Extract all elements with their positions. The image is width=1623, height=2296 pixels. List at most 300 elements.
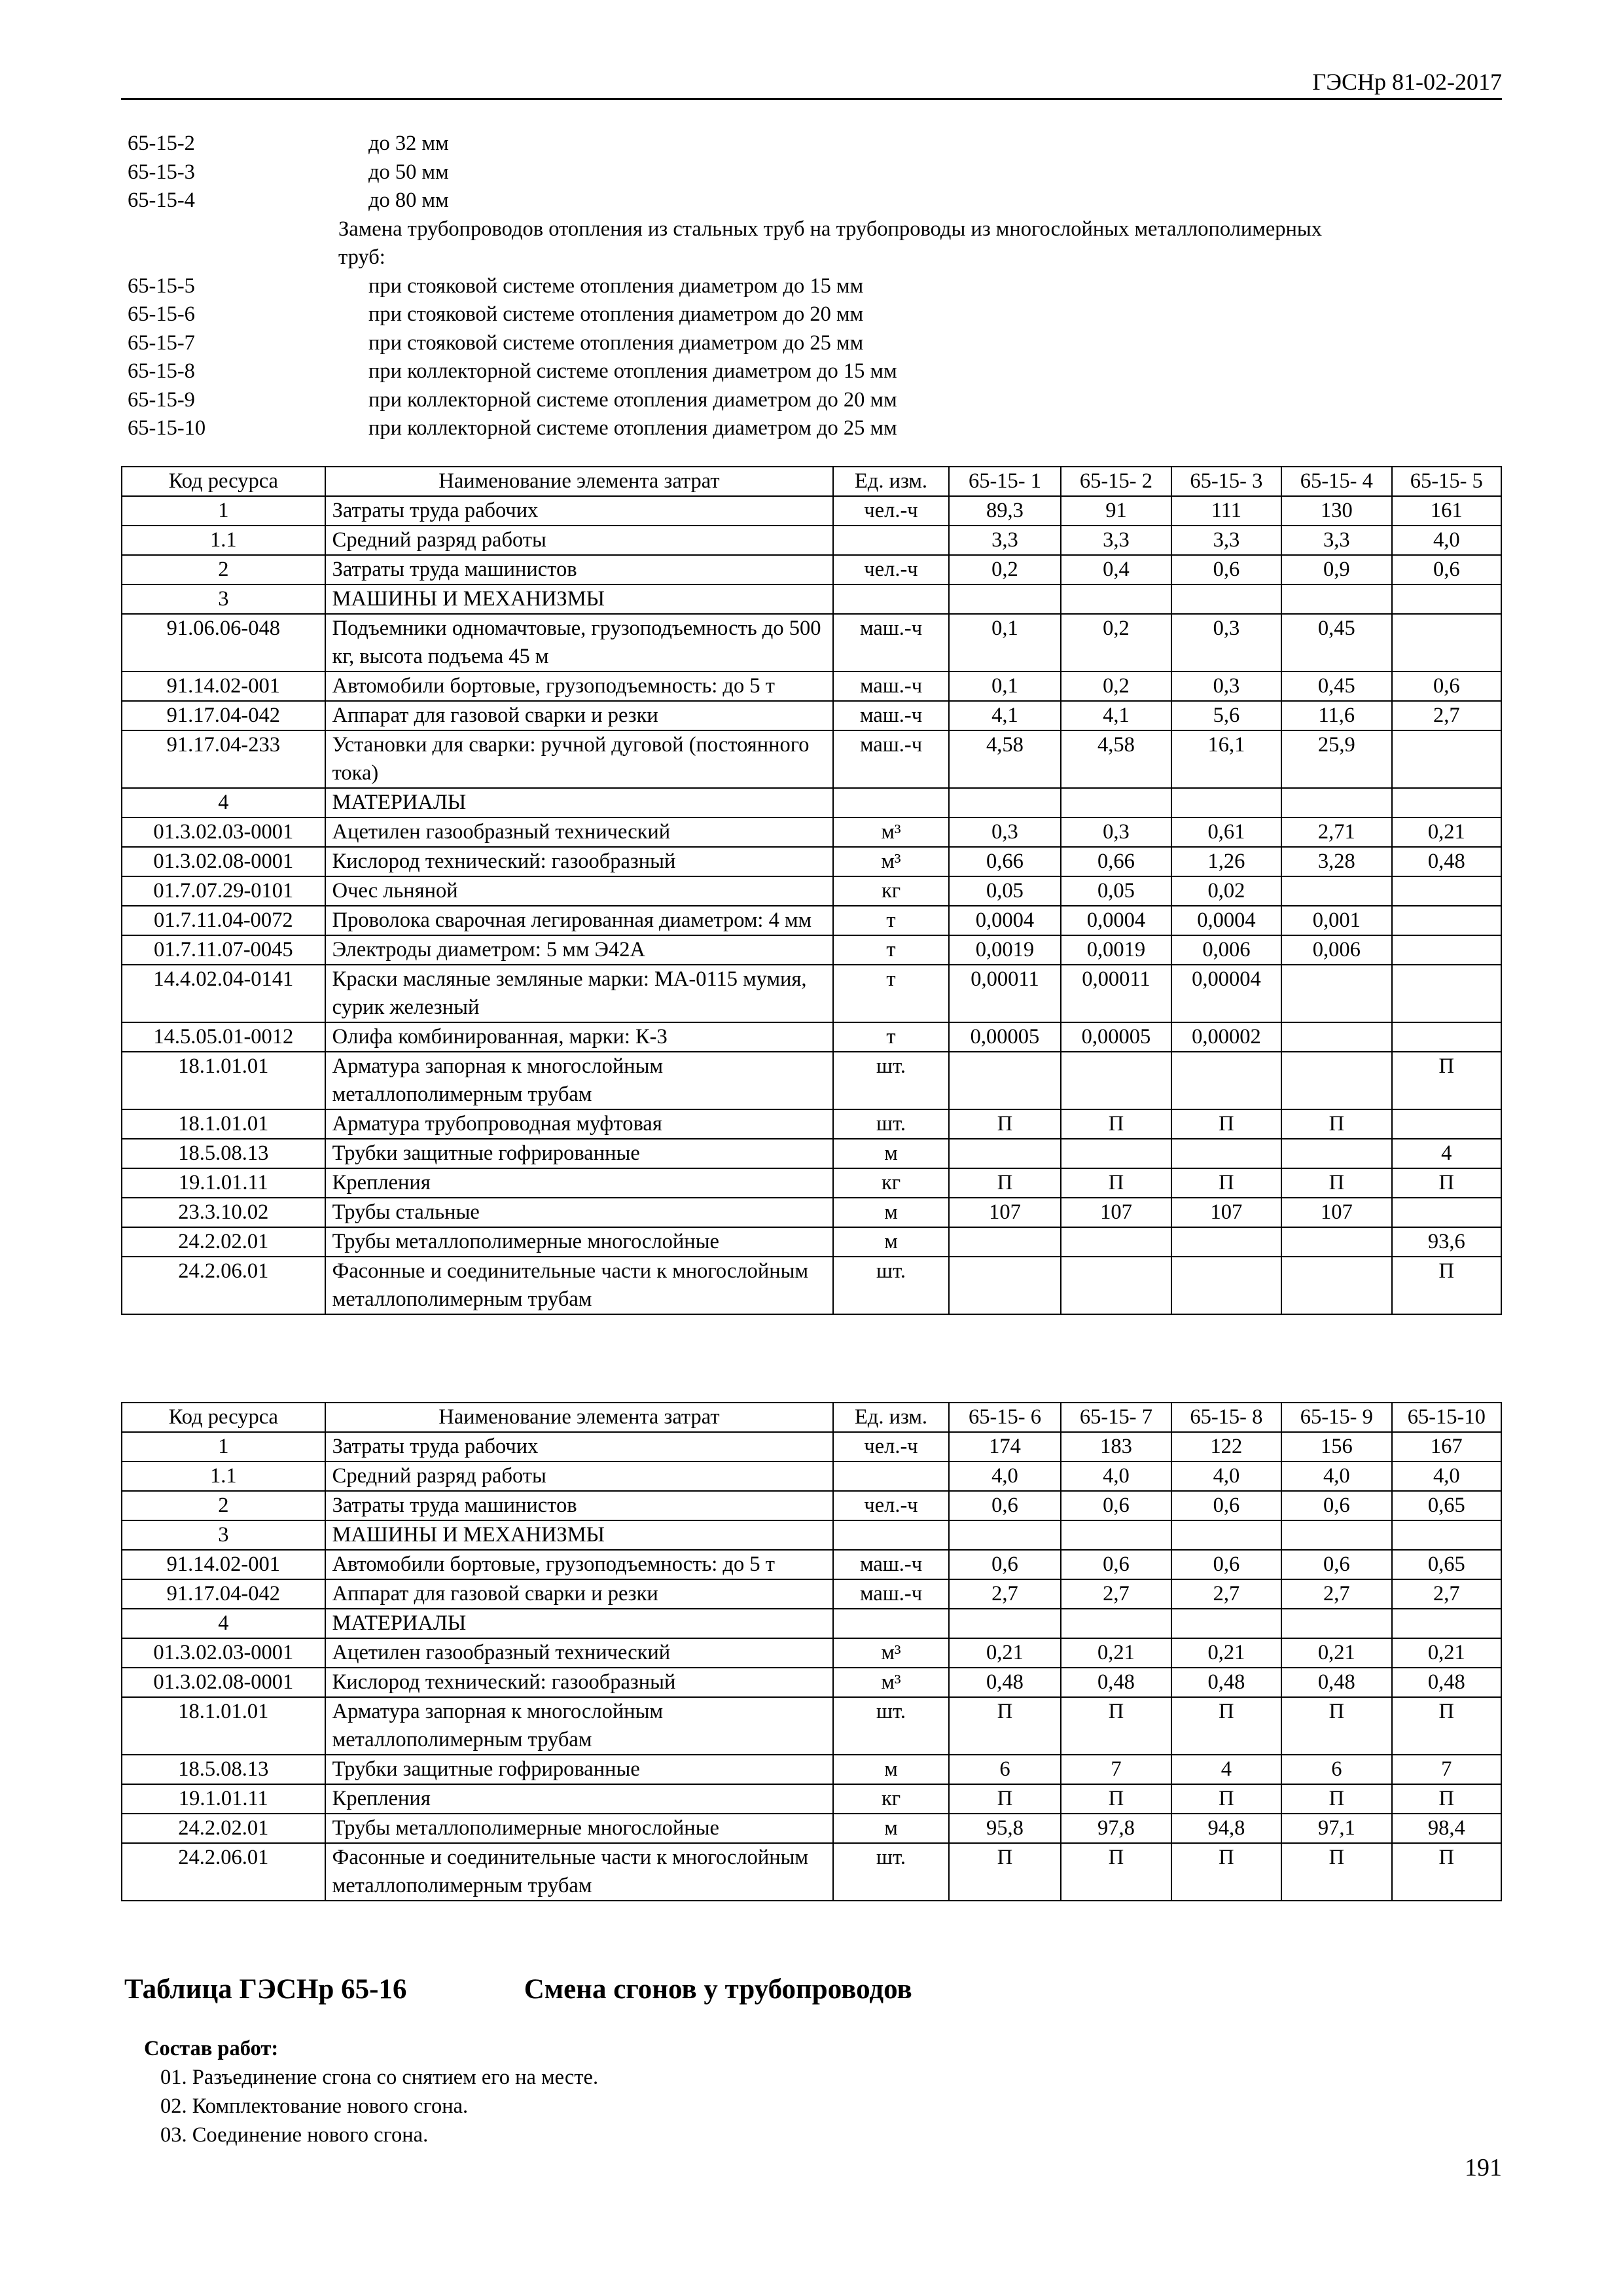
norm-value xyxy=(949,1609,1061,1638)
unit: шт. xyxy=(833,1697,949,1755)
norm-value: 95,8 xyxy=(949,1814,1061,1843)
resource-code: 14.4.02.04-0141 xyxy=(122,965,325,1022)
norm-value: П xyxy=(949,1843,1061,1901)
norm-value: П xyxy=(949,1697,1061,1755)
table-row xyxy=(122,1432,1501,1462)
table-row xyxy=(122,1668,1501,1697)
table-row xyxy=(122,701,1501,730)
norm-value: 0,2 xyxy=(949,555,1061,584)
resource-code: 19.1.01.11 xyxy=(122,1168,325,1198)
resource-table-1 xyxy=(121,466,1502,1315)
norm-value: 5,6 xyxy=(1171,701,1281,730)
norm-value: 3,3 xyxy=(1171,526,1281,555)
norm-value xyxy=(1171,1139,1281,1168)
norm-value: П xyxy=(1171,1109,1281,1139)
table-row xyxy=(122,1638,1501,1668)
norm-value: П xyxy=(1061,1109,1171,1139)
norm-value: 2,7 xyxy=(1392,701,1501,730)
column-header: 65-15-10 xyxy=(1392,1403,1501,1432)
norm-value: 0,00002 xyxy=(1171,1022,1281,1052)
norm-value: 3,3 xyxy=(1061,526,1171,555)
table-row xyxy=(122,1022,1501,1052)
norm-value xyxy=(1392,584,1501,614)
unit: т xyxy=(833,935,949,965)
norm-value: 4,0 xyxy=(949,1462,1061,1491)
norm-value: 0,48 xyxy=(1171,1668,1281,1697)
norm-value xyxy=(1061,788,1171,817)
column-header: 65-15- 1 xyxy=(949,467,1061,496)
norm-list-item xyxy=(128,130,1502,158)
norm-value xyxy=(1061,1257,1171,1314)
resource-name: Кислород технический: газообразный xyxy=(325,1668,834,1697)
norm-value xyxy=(1281,1052,1391,1109)
norm-value: 156 xyxy=(1281,1432,1391,1462)
norm-value: 94,8 xyxy=(1171,1814,1281,1843)
norm-list-item xyxy=(128,187,1502,215)
resource-code: 14.5.05.01-0012 xyxy=(122,1022,325,1052)
table-title: Смена сгонов у трубопроводов xyxy=(524,1974,912,2005)
norm-value: 0,66 xyxy=(949,847,1061,876)
resource-code: 91.06.06-048 xyxy=(122,614,325,672)
table-row xyxy=(122,614,1501,672)
norm-value xyxy=(949,1052,1061,1109)
norm-code: 65-15-10 xyxy=(128,416,206,440)
resource-code: 01.3.02.08-0001 xyxy=(122,847,325,876)
norm-value: 0,00004 xyxy=(1171,965,1281,1022)
norm-value: 2,7 xyxy=(1061,1579,1171,1609)
section-row xyxy=(122,1609,1501,1638)
table-row xyxy=(122,1052,1501,1109)
resource-name: Аппарат для газовой сварки и резки xyxy=(325,1579,834,1609)
norm-value: 0,001 xyxy=(1281,906,1391,935)
unit: маш.-ч xyxy=(833,672,949,701)
table-row xyxy=(122,1168,1501,1198)
unit: шт. xyxy=(833,1843,949,1901)
norm-value: 4,0 xyxy=(1281,1462,1391,1491)
norm-value: 4,0 xyxy=(1392,1462,1501,1491)
norm-value: 4,0 xyxy=(1171,1462,1281,1491)
resource-name: Фасонные и соединительные части к многослойным металлополимерным трубам xyxy=(325,1257,834,1314)
norm-value: 0,0004 xyxy=(1061,906,1171,935)
norm-value xyxy=(1281,1139,1391,1168)
table-row xyxy=(122,1755,1501,1784)
norm-value: 107 xyxy=(949,1198,1061,1227)
table-row xyxy=(122,1550,1501,1579)
unit: т xyxy=(833,906,949,935)
norm-description: до 80 мм xyxy=(368,188,449,212)
resource-name: Затраты труда рабочих xyxy=(325,496,834,526)
column-header: 65-15- 3 xyxy=(1171,467,1281,496)
norm-value: 6 xyxy=(949,1755,1061,1784)
norm-value: 3,28 xyxy=(1281,847,1391,876)
norm-list-item xyxy=(128,300,1502,329)
norm-value: П xyxy=(1392,1843,1501,1901)
table-row xyxy=(122,935,1501,965)
resource-code: 1 xyxy=(122,1432,325,1462)
norm-value xyxy=(949,1139,1061,1168)
resource-code: 01.3.02.03-0001 xyxy=(122,1638,325,1668)
norm-value: 0,3 xyxy=(1061,817,1171,847)
norm-value: П xyxy=(1171,1168,1281,1198)
norm-value xyxy=(949,788,1061,817)
resource-code: 91.14.02-001 xyxy=(122,1550,325,1579)
column-header: 65-15- 6 xyxy=(949,1403,1061,1432)
norm-value: 0,3 xyxy=(1171,614,1281,672)
norm-description: при стояковой системе отопления диаметром до 25 мм xyxy=(368,331,864,355)
resource-name: Трубы металлополимерные многослойные xyxy=(325,1227,834,1257)
table-row xyxy=(122,496,1501,526)
norm-value: 89,3 xyxy=(949,496,1061,526)
resource-code: 91.14.02-001 xyxy=(122,672,325,701)
resource-code: 01.7.11.07-0045 xyxy=(122,935,325,965)
resource-name: Трубы стальные xyxy=(325,1198,834,1227)
resource-table-2 xyxy=(121,1402,1502,1901)
column-header: 65-15- 9 xyxy=(1281,1403,1391,1432)
norm-value: 0,6 xyxy=(1171,555,1281,584)
norm-value: 0,006 xyxy=(1171,935,1281,965)
unit xyxy=(833,788,949,817)
norm-value xyxy=(1061,1520,1171,1550)
unit: чел.-ч xyxy=(833,496,949,526)
table-row xyxy=(122,555,1501,584)
norm-value: 0,48 xyxy=(1392,1668,1501,1697)
norm-value: 0,66 xyxy=(1061,847,1171,876)
unit: м xyxy=(833,1814,949,1843)
norm-value: 0,65 xyxy=(1392,1550,1501,1579)
resource-name: Электроды диаметром: 5 мм Э42А xyxy=(325,935,834,965)
norm-list-item xyxy=(128,329,1502,358)
resource-name: Трубы металлополимерные многослойные xyxy=(325,1814,834,1843)
norm-value: 0,0004 xyxy=(1171,906,1281,935)
norm-value xyxy=(1392,876,1501,906)
norm-value: 0,6 xyxy=(1061,1550,1171,1579)
norm-value: 0,21 xyxy=(1392,1638,1501,1668)
norm-value xyxy=(1281,584,1391,614)
norm-value xyxy=(1061,584,1171,614)
norm-value xyxy=(1392,1022,1501,1052)
norm-value: 0,2 xyxy=(1061,614,1171,672)
unit: маш.-ч xyxy=(833,614,949,672)
norm-value xyxy=(1392,906,1501,935)
unit: шт. xyxy=(833,1257,949,1314)
resource-code: 3 xyxy=(122,1520,325,1550)
norm-value: П xyxy=(1061,1168,1171,1198)
resource-code: 18.1.01.01 xyxy=(122,1109,325,1139)
unit xyxy=(833,1520,949,1550)
unit: шт. xyxy=(833,1052,949,1109)
group-title: Замена трубопроводов отопления из стальных труб на трубопроводы из многослойных металлополимерных труб: xyxy=(338,217,1322,269)
resource-code: 01.3.02.03-0001 xyxy=(122,817,325,847)
unit: чел.-ч xyxy=(833,555,949,584)
resource-name: Затраты труда машинистов xyxy=(325,1491,834,1520)
norm-value: 4,58 xyxy=(949,730,1061,788)
resource-name: Фасонные и соединительные части к многослойным металлополимерным трубам xyxy=(325,1843,834,1901)
norm-description: при коллекторной системе отопления диаметром до 25 мм xyxy=(368,416,897,440)
norm-list-item xyxy=(128,272,1502,301)
table-row xyxy=(122,1257,1501,1314)
norm-value xyxy=(1281,1257,1391,1314)
table-row xyxy=(122,1814,1501,1843)
norm-value xyxy=(1281,1227,1391,1257)
norm-value: 7 xyxy=(1392,1755,1501,1784)
norm-value xyxy=(1392,1609,1501,1638)
norm-value: П xyxy=(1392,1168,1501,1198)
norm-code: 65-15-8 xyxy=(128,359,195,383)
norm-value: 0,21 xyxy=(949,1638,1061,1668)
unit: маш.-ч xyxy=(833,1579,949,1609)
page-number: 191 xyxy=(1465,2154,1502,2181)
norm-value: 4,0 xyxy=(1392,526,1501,555)
unit: шт. xyxy=(833,1109,949,1139)
norm-value: 0,0004 xyxy=(949,906,1061,935)
norm-value: 4 xyxy=(1392,1139,1501,1168)
norm-value: 16,1 xyxy=(1171,730,1281,788)
norm-value: 98,4 xyxy=(1392,1814,1501,1843)
resource-code: 24.2.06.01 xyxy=(122,1843,325,1901)
norm-value: 0,21 xyxy=(1061,1638,1171,1668)
norm-description: до 32 мм xyxy=(368,132,449,155)
unit: м xyxy=(833,1198,949,1227)
resource-code: 23.3.10.02 xyxy=(122,1198,325,1227)
norm-value: 1,26 xyxy=(1171,847,1281,876)
norm-value: П xyxy=(1061,1843,1171,1901)
resource-name: МАТЕРИАЛЫ xyxy=(325,1609,834,1638)
unit: маш.-ч xyxy=(833,730,949,788)
norm-value: 107 xyxy=(1061,1198,1171,1227)
norm-value xyxy=(1171,1227,1281,1257)
norm-value: 167 xyxy=(1392,1432,1501,1462)
norm-list-item xyxy=(128,158,1502,187)
norm-value: 0,6 xyxy=(1171,1550,1281,1579)
table-row xyxy=(122,817,1501,847)
norm-value: П xyxy=(1281,1843,1391,1901)
norm-value: 0,6 xyxy=(1061,1491,1171,1520)
norm-value: 0,05 xyxy=(949,876,1061,906)
norm-value: 7 xyxy=(1061,1755,1171,1784)
norm-value: 2,7 xyxy=(1171,1579,1281,1609)
table-heading xyxy=(124,1973,912,2005)
resource-code: 3 xyxy=(122,584,325,614)
norm-code: 65-15-6 xyxy=(128,302,195,326)
norm-code: 65-15-9 xyxy=(128,387,195,412)
resource-name: Олифа комбинированная, марки: К-3 xyxy=(325,1022,834,1052)
column-header: 65-15- 7 xyxy=(1061,1403,1171,1432)
norm-value xyxy=(1281,1022,1391,1052)
norm-value: 0,02 xyxy=(1171,876,1281,906)
norm-value: 0,6 xyxy=(1281,1491,1391,1520)
resource-name: Арматура трубопроводная муфтовая xyxy=(325,1109,834,1139)
resource-name: Крепления xyxy=(325,1168,834,1198)
table-row xyxy=(122,1843,1501,1901)
unit: кг xyxy=(833,876,949,906)
resource-code: 4 xyxy=(122,788,325,817)
norm-value: 0,48 xyxy=(949,1668,1061,1697)
norm-value xyxy=(1171,1520,1281,1550)
resource-name: МАШИНЫ И МЕХАНИЗМЫ xyxy=(325,1520,834,1550)
norm-code: 65-15-3 xyxy=(128,160,195,184)
unit: м³ xyxy=(833,817,949,847)
resource-code: 2 xyxy=(122,555,325,584)
norm-value xyxy=(949,1520,1061,1550)
norm-value xyxy=(1281,1520,1391,1550)
column-header: Код ресурса xyxy=(122,467,325,496)
norm-value: 2,7 xyxy=(1281,1579,1391,1609)
norm-code: 65-15-7 xyxy=(128,331,195,355)
resource-code: 2 xyxy=(122,1491,325,1520)
norm-value xyxy=(1171,584,1281,614)
norm-code: 65-15-4 xyxy=(128,188,195,212)
resource-code: 18.5.08.13 xyxy=(122,1755,325,1784)
norm-value: 0,4 xyxy=(1061,555,1171,584)
norm-value: 122 xyxy=(1171,1432,1281,1462)
resource-code: 18.1.01.01 xyxy=(122,1052,325,1109)
norm-value: П xyxy=(1281,1784,1391,1814)
unit: м xyxy=(833,1139,949,1168)
section-row xyxy=(122,788,1501,817)
norm-value xyxy=(1392,614,1501,672)
norm-value: 11,6 xyxy=(1281,701,1391,730)
table-row xyxy=(122,1139,1501,1168)
resource-name: МАШИНЫ И МЕХАНИЗМЫ xyxy=(325,584,834,614)
norm-value: П xyxy=(949,1784,1061,1814)
resource-code: 4 xyxy=(122,1609,325,1638)
unit: кг xyxy=(833,1168,949,1198)
resource-code: 24.2.06.01 xyxy=(122,1257,325,1314)
norm-value: П xyxy=(1171,1697,1281,1755)
unit: кг xyxy=(833,1784,949,1814)
norm-value: 0,6 xyxy=(1281,1550,1391,1579)
norm-description: при стояковой системе отопления диаметром до 20 мм xyxy=(368,302,864,326)
norm-description: при коллекторной системе отопления диаметром до 20 мм xyxy=(368,387,897,412)
norm-value: 0,48 xyxy=(1061,1668,1171,1697)
resource-name: Подъемники одномачтовые, грузоподъемность до 500 кг, высота подъема 45 м xyxy=(325,614,834,672)
unit: маш.-ч xyxy=(833,701,949,730)
resource-name: Трубки защитные гофрированные xyxy=(325,1139,834,1168)
section-row xyxy=(122,1520,1501,1550)
norm-value: 4,0 xyxy=(1061,1462,1171,1491)
norm-value xyxy=(1392,1109,1501,1139)
norm-value: 2,7 xyxy=(949,1579,1061,1609)
works-heading: Состав работ: xyxy=(144,2037,279,2060)
resource-name: Аппарат для газовой сварки и резки xyxy=(325,701,834,730)
norm-value: 0,21 xyxy=(1281,1638,1391,1668)
norm-value xyxy=(1061,1609,1171,1638)
norm-value: 0,3 xyxy=(949,817,1061,847)
table-row xyxy=(122,526,1501,555)
resource-code: 24.2.02.01 xyxy=(122,1227,325,1257)
table-row xyxy=(122,847,1501,876)
norm-value: 161 xyxy=(1392,496,1501,526)
norm-value: П xyxy=(1281,1168,1391,1198)
norm-list-item xyxy=(128,357,1502,386)
unit xyxy=(833,1462,949,1491)
resource-name: Затраты труда машинистов xyxy=(325,555,834,584)
column-header: 65-15- 2 xyxy=(1061,467,1171,496)
norm-value: 91 xyxy=(1061,496,1171,526)
table-row xyxy=(122,1697,1501,1755)
resource-name: Ацетилен газообразный технический xyxy=(325,1638,834,1668)
norm-description: до 50 мм xyxy=(368,160,449,184)
norm-value: 0,6 xyxy=(1392,555,1501,584)
norm-value xyxy=(1281,1609,1391,1638)
norm-list xyxy=(128,130,1502,443)
column-header: 65-15- 5 xyxy=(1392,467,1501,496)
norm-value: 0,6 xyxy=(949,1550,1061,1579)
norm-value xyxy=(1392,935,1501,965)
norm-value xyxy=(1171,1052,1281,1109)
norm-code: 65-15-2 xyxy=(128,132,195,155)
norm-value: 97,1 xyxy=(1281,1814,1391,1843)
norm-value xyxy=(1171,788,1281,817)
norm-value: 6 xyxy=(1281,1755,1391,1784)
resource-code: 01.7.11.04-0072 xyxy=(122,906,325,935)
norm-value: 4,58 xyxy=(1061,730,1171,788)
resource-code: 91.17.04-233 xyxy=(122,730,325,788)
norm-value: П xyxy=(1061,1697,1171,1755)
resource-name: Очес льняной xyxy=(325,876,834,906)
unit xyxy=(833,526,949,555)
norm-value: П xyxy=(1061,1784,1171,1814)
norm-value: 0,1 xyxy=(949,672,1061,701)
norm-value: 0,2 xyxy=(1061,672,1171,701)
unit xyxy=(833,584,949,614)
doc-code: ГЭСНр 81-02-2017 xyxy=(1312,69,1502,95)
resource-code: 91.17.04-042 xyxy=(122,1579,325,1609)
norm-value: 0,00005 xyxy=(1061,1022,1171,1052)
work-item: 01. Разъединение сгона со снятием его на месте. xyxy=(160,2066,599,2089)
norm-value: 0,6 xyxy=(1392,672,1501,701)
norm-value: 3,3 xyxy=(949,526,1061,555)
norm-value: П xyxy=(1392,1257,1501,1314)
norm-value: 0,0019 xyxy=(1061,935,1171,965)
work-item: 02. Комплектование нового сгона. xyxy=(160,2094,469,2118)
norm-code: 65-15-5 xyxy=(128,274,195,298)
resource-name: Арматура запорная к многослойным металлополимерным трубам xyxy=(325,1697,834,1755)
table-row xyxy=(122,1784,1501,1814)
resource-name: Установки для сварки: ручной дуговой (постоянного тока) xyxy=(325,730,834,788)
norm-value: 0,0019 xyxy=(949,935,1061,965)
norm-value: 0,45 xyxy=(1281,672,1391,701)
norm-value: 0,21 xyxy=(1392,817,1501,847)
table-row xyxy=(122,672,1501,701)
table-row xyxy=(122,1462,1501,1491)
norm-value xyxy=(1392,788,1501,817)
norm-value xyxy=(1392,1198,1501,1227)
norm-value: 4,1 xyxy=(949,701,1061,730)
resource-name: Проволока сварочная легированная диаметром: 4 мм xyxy=(325,906,834,935)
resource-name: Средний разряд работы xyxy=(325,526,834,555)
column-header: Наименование элемента затрат xyxy=(325,467,834,496)
norm-value: 0,61 xyxy=(1171,817,1281,847)
resource-name: Ацетилен газообразный технический xyxy=(325,817,834,847)
norm-value: 0,65 xyxy=(1392,1491,1501,1520)
norm-value: 174 xyxy=(949,1432,1061,1462)
resource-name: Краски масляные земляные марки: МА-0115 мумия, сурик железный xyxy=(325,965,834,1022)
resource-name: Автомобили бортовые, грузоподъемность: до 5 т xyxy=(325,1550,834,1579)
column-header: Ед. изм. xyxy=(833,467,949,496)
table-row xyxy=(122,965,1501,1022)
resource-code: 24.2.02.01 xyxy=(122,1814,325,1843)
resource-name: Крепления xyxy=(325,1784,834,1814)
norm-value: П xyxy=(949,1168,1061,1198)
norm-value: 107 xyxy=(1281,1198,1391,1227)
norm-value: 0,6 xyxy=(949,1491,1061,1520)
norm-value xyxy=(1061,1052,1171,1109)
resource-code: 01.7.07.29-0101 xyxy=(122,876,325,906)
table-row xyxy=(122,876,1501,906)
norm-value xyxy=(1061,1139,1171,1168)
norm-value xyxy=(949,584,1061,614)
